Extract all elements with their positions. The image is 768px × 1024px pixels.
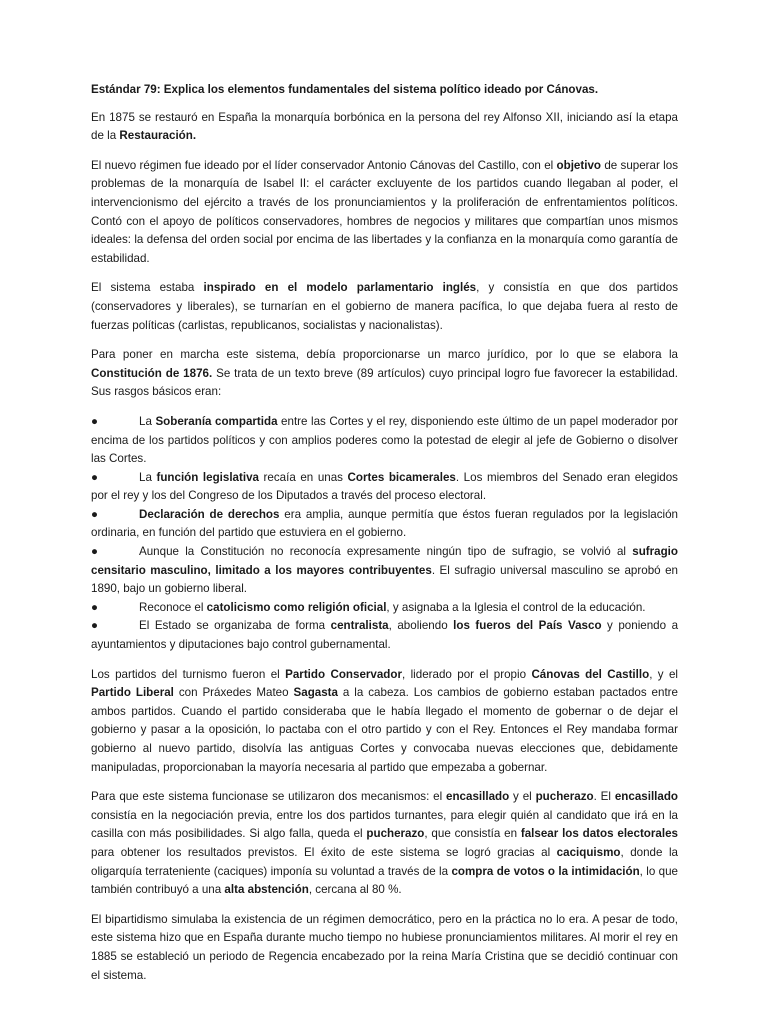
bold-text: Declaración de derechos: [139, 507, 280, 521]
text: , y asignaba a la Iglesia el control de la educación.: [386, 600, 646, 614]
text: La: [139, 414, 156, 428]
text: , aboliendo: [388, 619, 454, 633]
list-item: [91, 413, 678, 469]
bold-text: los fueros del País Vasco: [453, 619, 602, 633]
bold-text: Partido Liberal: [91, 686, 174, 700]
text: entre las Cortes y el rey, disponiendo este último de un papel moderador por encima de los partidos políticos y con amplios poderes como la potestad de elegir al jefe de Gobierno o disolver las Cortes.: [91, 414, 678, 466]
paragraph-objetivo: [91, 157, 678, 269]
text: y poniendo a ayuntamientos y diputaciones bajo control gubernamental.: [91, 619, 679, 652]
text: , y el: [649, 667, 679, 681]
bold-text: Cánovas del Castillo: [531, 667, 650, 681]
text: Se trata de un texto breve (89 artículos) cuyo principal logro fue favorecer la estabilidad. Sus rasgos básicos eran:: [91, 366, 678, 399]
bold-text: encasillado: [446, 790, 510, 804]
text: Para que este sistema funcionase se utilizaron dos mecanismos: el: [91, 790, 447, 804]
paragraph-bipartidismo: El bipartidismo simulaba la existencia de un régimen democrático, pero en la práctica no lo era. A pesar de todo, este sistema hizo que en España durante mucho tiempo no hubiese pronunciamientos militares. Al morir el rey en 1885 se estableció un periodo de Regencia encabezado por la reina María Cristina que se decidió continuar con el sistema.: [91, 912, 678, 982]
text: de superar los problemas de la monarquía de Isabel II: el carácter excluyente de los partidos cuando llegaban al poder, el intervencionismo del ejército a través de los pronunciamientos y la proliferación de enfrentamientos políticos. Contó con el apoyo de políticos conservadores, hombres de negocios y militares que compartían unos mismos ideales: la defensa del orden social por encima de las libertades y la confianza en la monarquía como garantía de estabilidad.: [91, 158, 678, 265]
text: con Práxedes Mateo: [173, 686, 294, 700]
bold-text: Constitución de 1876.: [91, 366, 213, 380]
bold-text: Cortes bicamerales: [347, 470, 456, 484]
bold-text: objetivo: [556, 158, 601, 172]
text: , liderado por el propio: [401, 667, 532, 681]
list-item: [91, 543, 678, 599]
bold-text: Sagasta: [293, 686, 338, 700]
text: Aunque la Constitución no reconocía expresamente ningún tipo de sufragio, se volvió al: [139, 545, 633, 559]
text: , que consistía en: [424, 827, 521, 841]
text: Reconoce el: [139, 600, 207, 614]
document-title: Estándar 79: Explica los elementos fundamentales del sistema político ideado por Cánovas.: [91, 83, 599, 96]
paragraph-constitucion: [91, 346, 678, 402]
text: . Los miembros del Senado eran elegidos por el rey y los del Congreso de los Diputados a través del proceso electoral.: [91, 470, 678, 503]
text: , donde la oligarquía terrateniente (caciques) imponía su voluntad a través de la: [91, 845, 678, 878]
text: Los partidos del turnismo fueron el: [91, 667, 286, 681]
paragraph-mecanismos: [91, 788, 678, 900]
text: a la cabeza. Los cambios de gobierno estaban pactados entre ambos partidos. Cuando el partido consideraba que le había llegado el momento de gobernar o de dejar el gobierno y pasar a la oposición, lo pactaba con el otro partido y con el Rey. Entonces el Rey mandaba formar gobierno al nuevo partido, disolvía las antiguas Cortes y convocaba nuevas elecciones que, debidamente manipuladas, proporcionaban la mayoría necesaria al partido que empezaba a gobernar.: [91, 686, 678, 774]
text: , y consistía en que dos partidos (conservadores y liberales), se turnarían en el gobierno de manera pacífica, lo que dejaba fuera al resto de fuerzas políticas (carlistas, republicanos, socialistas y nacionalistas).: [91, 281, 678, 332]
text: era amplia, aunque permitía que éstos fueran regulados por la legislación ordinaria, en función del partido que estuviera en el gobierno.: [91, 507, 678, 540]
text: En 1875 se restauró en España la monarquía borbónica en la persona del rey Alfonso XII, iniciando así la etapa de la: [91, 110, 678, 143]
text: . El: [593, 790, 615, 804]
bold-text: caciquismo: [556, 845, 621, 859]
text: y el: [509, 790, 536, 804]
text: , lo que también contribuyó a una: [91, 864, 678, 897]
bullet-icon: ●: [91, 545, 99, 559]
list-item: [91, 599, 678, 618]
bold-text: Soberanía compartida: [155, 414, 278, 428]
bullet-icon: ●: [91, 619, 99, 633]
bold-text: pucherazo: [535, 790, 594, 804]
text: recaía en unas: [258, 470, 348, 484]
bullet-icon: ●: [91, 470, 99, 484]
list-item: [91, 617, 678, 654]
text: El nuevo régimen fue ideado por el líder conservador Antonio Cánovas del Castillo, con el: [91, 158, 557, 172]
bold-text: falsear los datos electorales: [520, 827, 678, 841]
bold-text: pucherazo: [366, 827, 425, 841]
bold-text: centralista: [330, 619, 389, 633]
document-content: [91, 81, 678, 996]
list-item: [91, 506, 678, 543]
text: El Estado se organizaba de forma: [139, 619, 331, 633]
text: para obtener los resultados previstos. El éxito de este sistema se logró gracias al: [91, 845, 557, 859]
paragraph-restauracion: [91, 109, 678, 146]
bold-text: alta abstención: [224, 883, 309, 897]
text: , cercana al 80 %.: [308, 883, 402, 897]
bullet-list: [91, 413, 678, 655]
bold-text: sufragio censitario masculino, limitado a los mayores contribuyentes: [91, 545, 678, 577]
bold-text: encasillado: [614, 790, 678, 804]
bold-text: Restauración.: [119, 129, 197, 143]
bullet-icon: ●: [91, 600, 99, 614]
text: Para poner en marcha este sistema, debía proporcionarse un marco jurídico, por lo que se elabora la: [91, 348, 678, 362]
bold-text: compra de votos o la intimidación: [451, 864, 640, 878]
text: . El sufragio universal masculino se aprobó en 1890, bajo un gobierno liberal.: [91, 563, 678, 596]
list-item: [91, 469, 678, 506]
bold-text: catolicismo como religión oficial: [206, 600, 387, 614]
paragraph-turnismo: [91, 666, 678, 778]
bullet-icon: ●: [91, 414, 99, 428]
bullet-icon: ●: [91, 507, 99, 521]
text: consistía en la negociación previa, entre los dos partidos turnantes, para elegir quién al candidato que irá en la casilla con más posibilidades. Si algo falla, queda el: [91, 808, 678, 841]
paragraph-modelo-ingles: [91, 279, 678, 335]
text: La: [139, 470, 157, 484]
bold-text: inspirado en el modelo parlamentario inglés: [203, 281, 477, 295]
bold-text: Partido Conservador: [285, 667, 402, 681]
bold-text: función legislativa: [156, 470, 259, 484]
text: El sistema estaba: [91, 281, 204, 295]
